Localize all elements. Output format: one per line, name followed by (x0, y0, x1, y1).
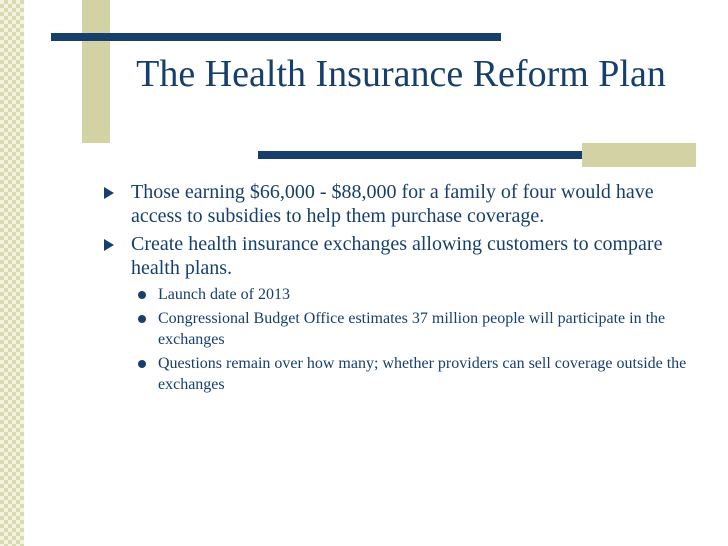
decorative-checker-strip (0, 0, 24, 546)
dot-bullet-icon (138, 315, 146, 323)
bullet-item (100, 232, 700, 280)
sub-bullet-item (100, 284, 700, 305)
sub-bullet-item (100, 308, 700, 350)
decorative-tan-block-right (582, 143, 696, 167)
decorative-tan-block-top (82, 0, 110, 143)
sub-bullet-text: Launch date of 2013 (158, 286, 290, 303)
slide-content (100, 180, 700, 398)
sub-bullet-text: Questions remain over how many; whether providers can sell coverage outside the exchanges (158, 355, 687, 393)
slide-title: The Health Insurance Reform Plan (136, 53, 666, 95)
bullet-item (100, 180, 700, 228)
sub-bullet-text: Congressional Budget Office estimates 37 million people will participate in the exchanges (158, 310, 666, 348)
sub-bullet-item (100, 353, 700, 395)
dot-bullet-icon (138, 360, 146, 368)
bullet-text: Those earning $66,000 - $88,000 for a family of four would have access to subsidies to help them purchase coverage. (131, 181, 654, 227)
title-top-rule (51, 33, 501, 41)
dot-bullet-icon (138, 291, 146, 299)
sub-bullet-list (100, 284, 700, 395)
bullet-text: Create health insurance exchanges allowing customers to compare health plans. (131, 233, 663, 279)
square-bullet-icon (104, 187, 114, 199)
square-bullet-icon (104, 239, 114, 251)
